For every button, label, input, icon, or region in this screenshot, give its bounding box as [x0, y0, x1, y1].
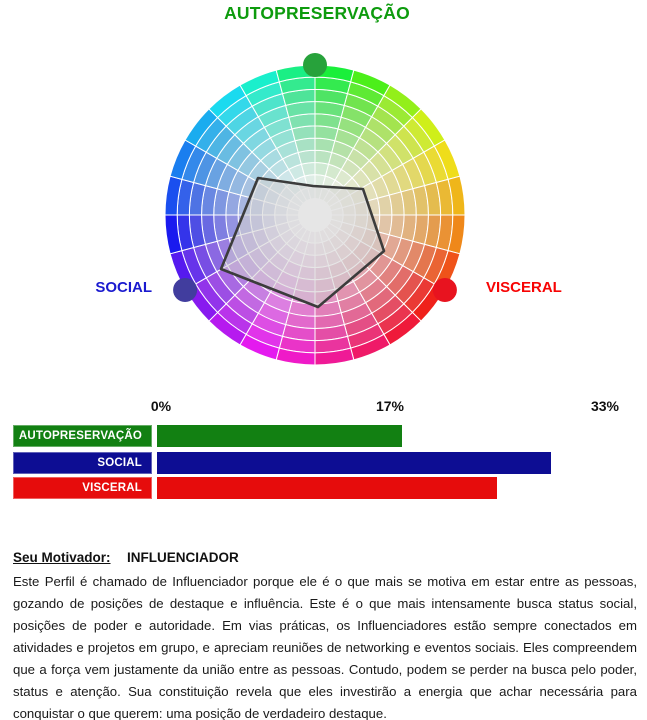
axis-tick-17pct: 17% — [375, 398, 405, 414]
motivator-heading — [13, 550, 633, 568]
bar-category-label-social — [13, 452, 152, 474]
wheel-right-label: VISCERAL — [486, 279, 562, 296]
left-axis-dot — [173, 278, 197, 302]
bar-autopreservacao — [157, 425, 402, 447]
right-axis-dot — [433, 278, 457, 302]
motivator-label: Seu Motivador: — [13, 550, 111, 565]
wheel-left-label: SOCIAL — [95, 279, 152, 296]
bar-row-visceral — [0, 477, 647, 499]
bar-row-social — [0, 452, 647, 474]
bar-category-label-visceral — [13, 477, 152, 499]
bar-category-text: AUTOPRESERVAÇÃO — [18, 430, 142, 442]
bar-category-text: SOCIAL — [97, 457, 142, 469]
axis-tick-33pct: 33% — [590, 398, 620, 414]
bar-social — [157, 452, 551, 474]
wheel-top-label: AUTOPRESERVAÇÃO — [224, 3, 410, 23]
bar-axis — [0, 398, 647, 416]
motivator-description: Este Perfil é chamado de Influenciador porque ele é o que mais se motiva em estar entre as pessoas, gozando de posições de destaque e influência. Este é o que mais intensamente busca status social, posições de poder e autoridade. Em vias práticas, os Influenciadores estão sempre conectados em atividades e projetos em grupo, e apreciam reuniões de networking e eventos sociais. Eles compreendem que a força vem justamente da união entre as pessoas. Contudo, podem se perder na busca pelo poder, status e atenção. Sua constituição revela que eles investirão a energia que achar necessária para conquistar o que querem: uma posição de verdadeiro destaque. — [13, 574, 637, 720]
top-axis-dot — [303, 53, 327, 77]
bar-row-autopreservacao — [0, 425, 647, 447]
bar-category-text: VISCERAL — [82, 482, 142, 494]
instinct-color-wheel — [145, 45, 485, 385]
bar-visceral — [157, 477, 497, 499]
bar-category-label-autopreservacao — [13, 425, 152, 447]
axis-tick-0pct: 0% — [150, 398, 172, 414]
motivator-value: INFLUENCIADOR — [127, 550, 239, 565]
